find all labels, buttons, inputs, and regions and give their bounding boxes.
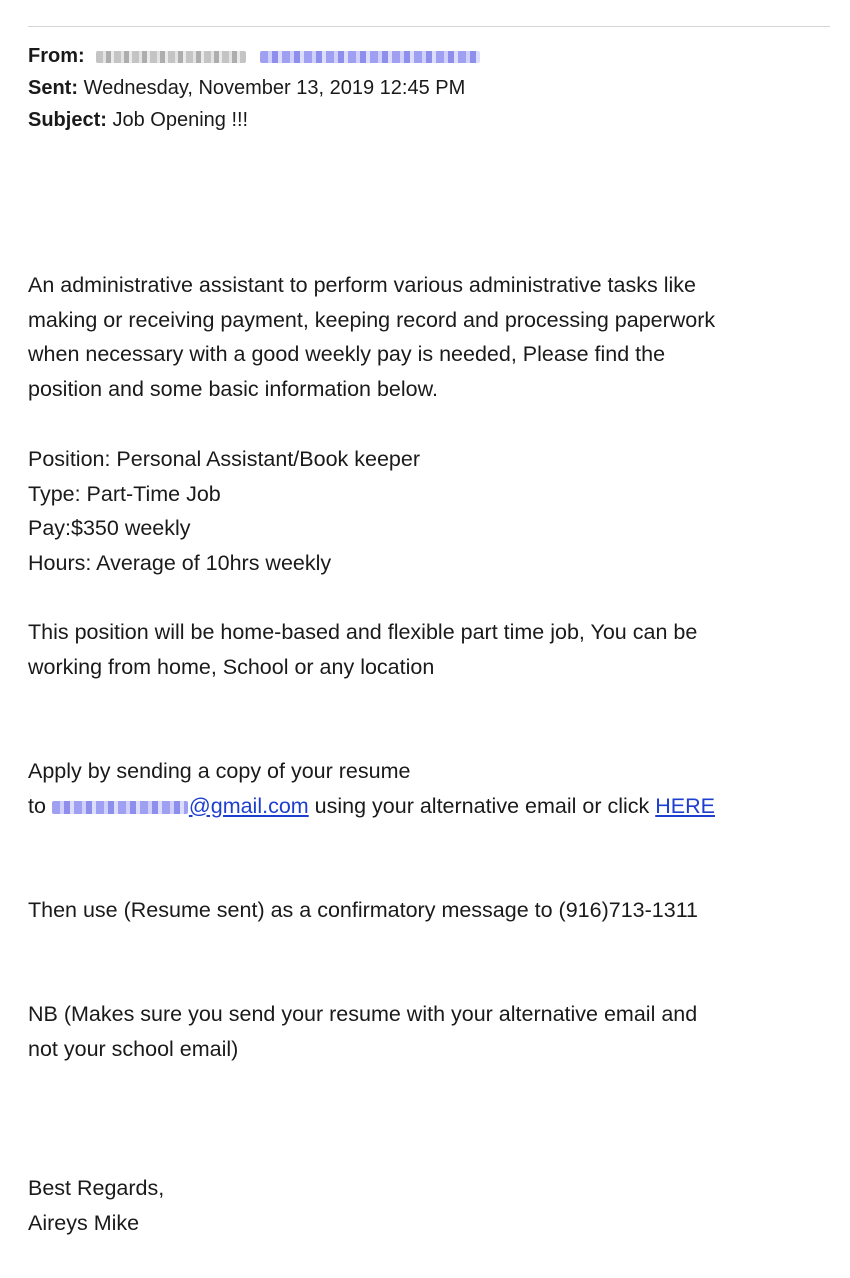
apply-middle-text: using your alternative email or click <box>308 793 656 818</box>
apply-line: Apply by sending a copy of your resume <box>28 759 411 783</box>
type-detail: Type: Part-Time Job <box>28 481 221 506</box>
sent-label: Sent: <box>28 77 78 99</box>
email-domain: @gmail.com <box>188 793 309 818</box>
nb-line: NB (Makes sure you send your resume with your alternative email and <box>28 1002 698 1026</box>
email-header <box>28 40 480 136</box>
signature-name: Aireys Mike <box>28 1210 140 1235</box>
sent-row <box>28 72 480 104</box>
apply-line-2 <box>28 789 828 824</box>
apply-paragraph <box>28 754 828 823</box>
hours-detail: Hours: Average of 10hrs weekly <box>28 550 332 575</box>
from-row <box>28 40 480 72</box>
location-paragraph <box>28 615 828 684</box>
intro-line: position and some basic information below. <box>28 376 438 401</box>
header-divider <box>28 26 830 27</box>
redacted-email-user <box>52 801 188 814</box>
position-detail: Position: Personal Assistant/Book keeper <box>28 447 420 471</box>
subject-row <box>28 104 480 136</box>
from-label: From: <box>28 45 85 67</box>
apply-to-text: to <box>28 793 52 818</box>
redacted-sender-email[interactable] <box>260 51 480 63</box>
intro-line: An administrative assistant to perform various administrative tasks like <box>28 273 696 297</box>
sent-value: Wednesday, November 13, 2019 12:45 PM <box>83 77 466 99</box>
nb-paragraph <box>28 997 828 1066</box>
intro-line: making or receiving payment, keeping record and processing paperwork <box>28 307 716 332</box>
confirm-line: Then use (Resume sent) as a confirmatory message to (916)713-1311 <box>28 898 699 922</box>
here-link[interactable]: HERE <box>655 793 715 818</box>
intro-line: when necessary with a good weekly pay is needed, Please find the <box>28 342 666 366</box>
nb-line: not your school email) <box>28 1036 239 1061</box>
signoff: Best Regards, <box>28 1176 165 1200</box>
subject-label: Subject: <box>28 109 107 131</box>
job-details <box>28 442 828 580</box>
location-line: working from home, School or any location <box>28 654 435 679</box>
intro-paragraph <box>28 268 828 406</box>
location-line: This position will be home-based and flexible part time job, You can be <box>28 620 698 644</box>
subject-value: Job Opening !!! <box>112 109 249 131</box>
confirm-paragraph <box>28 893 828 928</box>
redacted-sender-name <box>96 51 246 63</box>
pay-detail: Pay:$350 weekly <box>28 516 191 540</box>
email-link[interactable] <box>52 794 309 818</box>
signature-block <box>28 1171 828 1240</box>
